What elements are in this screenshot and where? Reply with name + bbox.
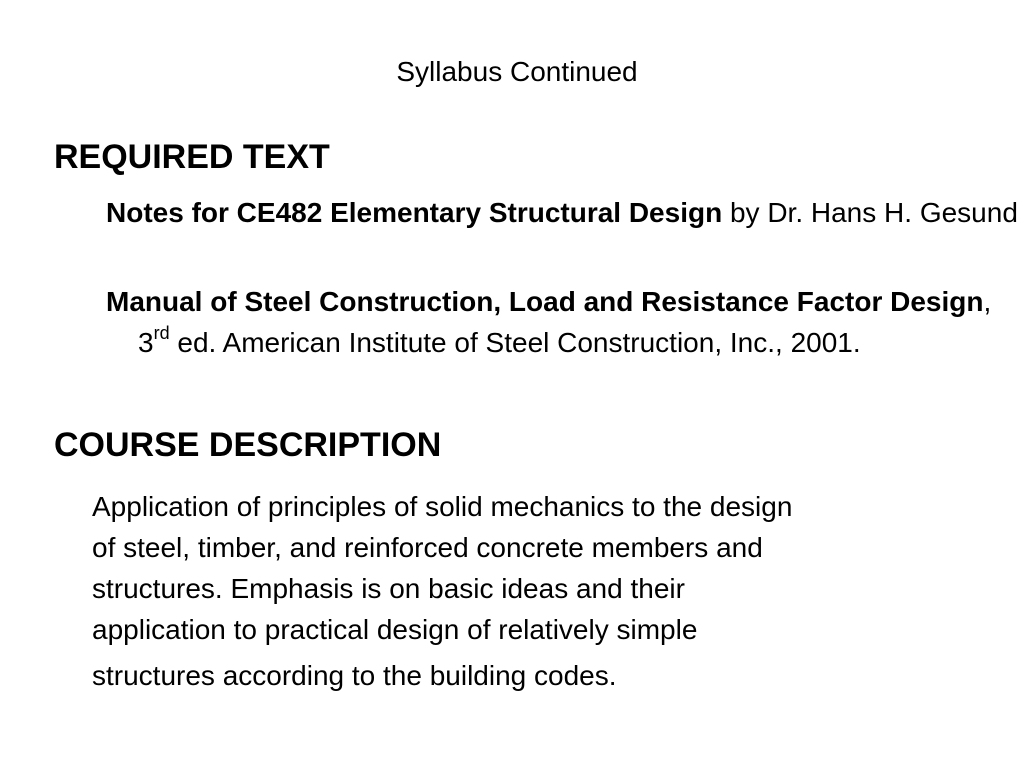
reference-title: Manual of Steel Construction, Load and Resistance Factor Design — [106, 286, 984, 317]
description-line: of steel, timber, and reinforced concrete members and — [92, 532, 763, 563]
reference-details: by Dr. Hans H. Gesund — [722, 197, 1018, 228]
reference-edition-suffix: rd — [153, 322, 170, 343]
required-text-heading: REQUIRED TEXT — [54, 138, 330, 176]
description-line: application to practical design of relatively simple — [92, 614, 698, 645]
description-line: Application of principles of solid mechanics to the design — [92, 491, 793, 522]
course-description-body — [92, 486, 972, 696]
reference-details: ed. American Institute of Steel Construction, Inc., 2001. — [169, 327, 861, 358]
description-line: structures according to the building codes. — [92, 660, 617, 691]
reference-item — [106, 281, 1018, 363]
description-line: structures. Emphasis is on basic ideas and their — [92, 573, 685, 604]
reference-item — [106, 192, 1018, 233]
reference-title: Notes for CE482 Elementary Structural Design — [106, 197, 723, 228]
slide-title: Syllabus Continued — [396, 56, 638, 87]
reference-edition: , 3 — [138, 286, 992, 358]
course-description-heading: COURSE DESCRIPTION — [54, 426, 442, 464]
